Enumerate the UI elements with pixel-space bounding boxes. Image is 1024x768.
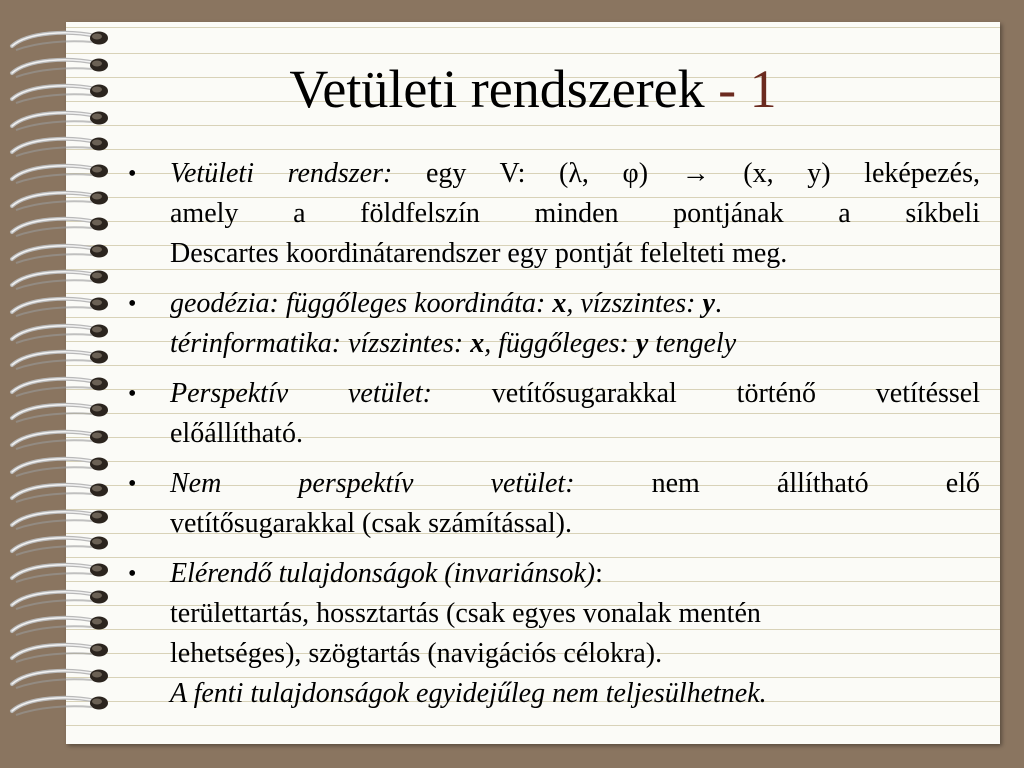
spiral-ring-icon: [8, 478, 113, 506]
bullet-icon: •: [128, 291, 137, 317]
spiral-ring-icon: [8, 611, 113, 639]
spiral-ring-icon: [8, 292, 113, 320]
spiral-binding: [8, 26, 118, 726]
spiral-ring-icon: [8, 239, 113, 267]
spiral-ring-icon: [8, 425, 113, 453]
spiral-ring-icon: [8, 372, 113, 400]
spiral-ring-icon: [8, 319, 113, 347]
definition-line-2: amely a földfelszín minden pontjának a síkbeli: [170, 198, 980, 229]
title-text: Vetületi rendszerek: [289, 59, 705, 119]
spiral-ring-icon: [8, 638, 113, 666]
list-item: [128, 284, 980, 364]
spiral-ring-icon: [8, 585, 113, 613]
spiral-ring-icon: [8, 452, 113, 480]
term-vetuleti-rendszer: Vetületi rendszer:: [170, 158, 393, 189]
term-nem-perspektiv-vetulet: Nem perspektív vetület:: [170, 468, 575, 499]
list-item: • Elérendő tulajdonságok (invariánsok): területtartás, hossztartás (csak egyes vonalak mentén lehetséges), szögtartás (navigációs célokra). A fenti tulajdonságok egyidejűleg nem teljesülhetnek.: [128, 554, 980, 714]
spiral-ring-icon: [8, 132, 113, 160]
spiral-ring-icon: [8, 345, 113, 373]
title-dash: -: [704, 59, 750, 119]
spiral-ring-icon: [8, 505, 113, 533]
bullet-list: [128, 154, 980, 724]
spiral-ring-icon: [8, 691, 113, 719]
conclusion-text: A fenti tulajdonságok egyidejűleg nem teljesülhetnek.: [170, 678, 767, 709]
definition-text: egy V: (λ, φ) → (x, y) leképezés,: [392, 158, 980, 189]
spiral-ring-icon: [8, 26, 113, 54]
terinformatika-line: térinformatika: vízszintes: x, függőleges: y tengely: [170, 328, 737, 359]
geodezia-line: geodézia: függőleges koordináta: x, vízszintes: y.: [170, 288, 722, 319]
slide-title: [66, 58, 1000, 120]
bullet-icon: •: [128, 471, 137, 497]
bullet-icon: •: [128, 381, 137, 407]
definition-line-3: Descartes koordinátarendszer egy pontját felelteti meg.: [170, 238, 788, 269]
bullet-icon: •: [128, 161, 137, 187]
spiral-ring-icon: [8, 664, 113, 692]
list-item: • Nem perspektív vetület: nem állítható elő vetítősugarakkal (csak számítással).: [128, 464, 980, 544]
spiral-ring-icon: [8, 531, 113, 559]
list-item: • Perspektív vetület: vetítősugarakkal történő vetítéssel előállítható.: [128, 374, 980, 454]
term-perspektiv-vetulet: Perspektív vetület:: [170, 378, 432, 409]
spiral-ring-icon: [8, 159, 113, 187]
term-elerendo-tulajdonsagok: Elérendő tulajdonságok (invariánsok): [170, 558, 596, 589]
bullet-icon: •: [128, 561, 137, 587]
spiral-ring-icon: [8, 186, 113, 214]
spiral-ring-icon: [8, 265, 113, 293]
spiral-ring-icon: [8, 212, 113, 240]
spiral-ring-icon: [8, 558, 113, 586]
list-item: [128, 154, 980, 274]
title-number: 1: [749, 59, 777, 119]
spiral-ring-icon: [8, 398, 113, 426]
